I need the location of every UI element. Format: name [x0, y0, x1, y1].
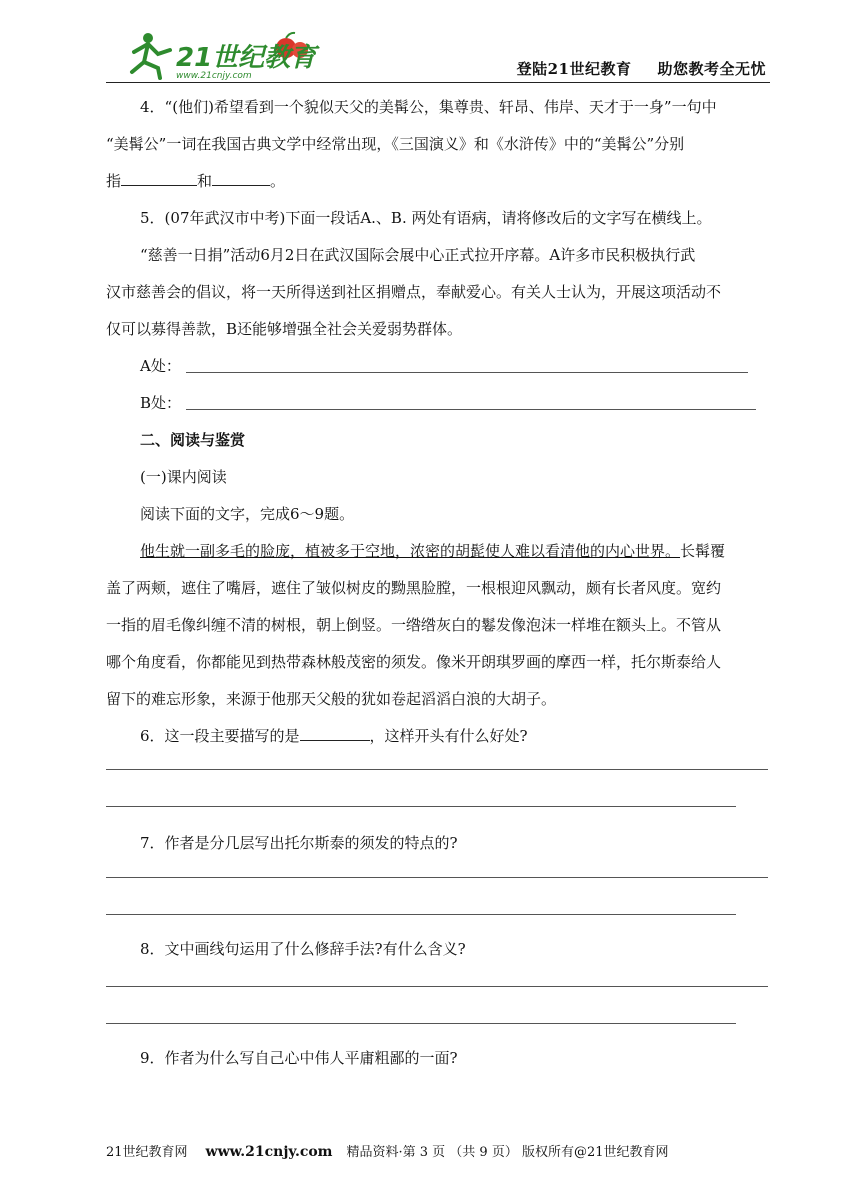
q6-answer-line-1[interactable]	[106, 769, 768, 770]
footer-left: 21世纪教育网	[106, 1145, 188, 1160]
passage-line5: 留下的难忘形象，来源于他那天父般的犹如卷起滔滔白浪的大胡子。	[106, 690, 557, 708]
header-slogan	[491, 58, 766, 79]
logo-21cnjy	[114, 28, 324, 82]
header-slogan-left: 登陆21世纪教育	[516, 60, 632, 78]
q7-question: 7．作者是分几层写出托尔斯泰的须发的特点的?	[140, 834, 458, 852]
q8-answer-line-1[interactable]	[106, 986, 768, 987]
passage-line3: 一指的眉毛像纠缠不清的树根，朝上倒竖。一绺绺灰白的鬈发像泡沫一样堆在额头上。不管从	[106, 616, 722, 634]
page-footer	[106, 1141, 669, 1160]
q8-question: 8．文中画线句运用了什么修辞手法?有什么含义?	[140, 940, 466, 958]
svg-text:21世纪教育: 21世纪教育	[176, 43, 317, 73]
header-divider	[106, 82, 770, 83]
q4-mid: 和	[197, 172, 213, 190]
q5-b-label: B处：	[140, 394, 182, 412]
q6-answer-line-2[interactable]	[106, 806, 736, 807]
q4-line2: “美髯公”一词在我国古典文学中经常出现，《三国演义》和《水浒传》中的“美髯公”分别	[106, 135, 685, 153]
q7-answer-line-2[interactable]	[106, 914, 736, 915]
q9-question: 9．作者为什么写自己心中伟人平庸粗鄙的一面?	[140, 1049, 458, 1067]
q4-pre: 指	[106, 172, 122, 190]
q5-b-answer-line[interactable]	[186, 409, 756, 410]
q5-a-answer-line[interactable]	[186, 372, 748, 373]
q7-answer-line-1[interactable]	[106, 877, 768, 878]
page-header	[106, 28, 770, 84]
q8-answer-line-2[interactable]	[106, 1023, 736, 1024]
footer-page-info: 精品资料·第 3 页 （共 9 页） 版权所有@21世纪教育网	[346, 1145, 669, 1160]
footer-site-link[interactable]: www.21cnjy.com	[205, 1144, 333, 1160]
q4-blank-2[interactable]	[212, 171, 270, 186]
q6-post: ，这样开头有什么好处?	[369, 727, 528, 745]
passage-line1-rest: 长髯覆	[680, 542, 726, 560]
q5-line2: “慈善一日捐”活动6月2日在武汉国际会展中心正式拉开序幕。A许多市民积极执行武	[140, 246, 696, 264]
section2-sub: (一)课内阅读	[140, 468, 227, 486]
q4-line1: 4．“(他们)希望看到一个貌似天父的美髯公，集尊贵、轩昂、伟岸、天才于一身”一句中	[140, 98, 717, 116]
header-slogan-right: 助您教考全无忧	[657, 60, 766, 78]
q6-blank[interactable]	[300, 726, 370, 741]
svg-text:www.21cnjy.com: www.21cnjy.com	[176, 71, 252, 81]
q6-pre: 6．这一段主要描写的是	[140, 727, 300, 745]
passage-line4: 哪个角度看，你都能见到热带森林般茂密的须发。像米开朗琪罗画的摩西一样，托尔斯泰给人	[106, 653, 722, 671]
passage-underlined-sentence: 他生就一副多毛的脸庞，植被多于空地，浓密的胡髭使人难以看清他的内心世界。	[140, 542, 681, 560]
q4-end: 。	[270, 172, 286, 190]
section2-instruction: 阅读下面的文字，完成6～9题。	[140, 505, 355, 523]
q4-line3	[106, 170, 285, 191]
passage-line1	[140, 540, 725, 561]
q6-question	[140, 725, 528, 746]
passage-line2: 盖了两颊，遮住了嘴唇，遮住了皱似树皮的黝黑脸膛，一根根迎风飘动，颇有长者风度。宽约	[106, 579, 722, 597]
section2-title: 二、阅读与鉴赏	[140, 431, 246, 449]
q4-blank-1[interactable]	[121, 171, 197, 186]
q5-a-label: A处：	[140, 357, 181, 375]
q5-line3: 汉市慈善会的倡议，将一天所得送到社区捐赠点，奉献爱心。有关人士认为，开展这项活动不	[106, 283, 722, 301]
q5-line1: 5．(07年武汉市中考)下面一段话A.、B. 两处有语病，请将修改后的文字写在横线上。	[140, 209, 712, 227]
q5-line4: 仅可以募得善款，B还能够增强全社会关爱弱势群体。	[106, 320, 463, 338]
